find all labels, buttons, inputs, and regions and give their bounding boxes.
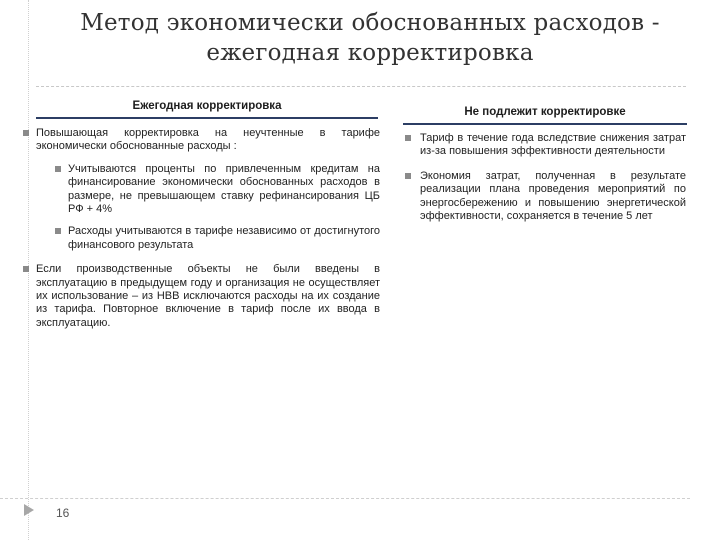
slide-marker-icon bbox=[24, 504, 34, 516]
slide-number: 16 bbox=[56, 506, 70, 520]
left-column-header: Ежегодная корректировка bbox=[36, 100, 378, 119]
slide-title-line-2: ежегодная корректировка bbox=[206, 40, 534, 66]
title-divider bbox=[36, 86, 686, 87]
list-item bbox=[404, 132, 686, 159]
list-item-text: Если производственные объекты не были введены в эксплуатацию в предыдущем году и организация не осуществляет их использование – из НВВ исключаются расходы на их создание из тарифа. Повторное включение в тариф после их ввода в эксплуатацию. bbox=[36, 263, 380, 329]
list-item bbox=[54, 163, 380, 217]
right-column-header: Не подлежит корректировке bbox=[403, 106, 687, 125]
list-item bbox=[404, 170, 686, 224]
list-item bbox=[22, 263, 380, 330]
right-column-body bbox=[404, 132, 686, 223]
square-bullet-icon bbox=[23, 266, 29, 272]
list-item-text: Экономия затрат, полученная в результате реализации плана проведения мероприятий по энергосбережению и повышению энергетической эффективности, сохраняется в течение 5 лет bbox=[420, 169, 686, 223]
square-bullet-icon bbox=[55, 166, 61, 172]
square-bullet-icon bbox=[23, 130, 29, 136]
footer-divider bbox=[0, 498, 690, 499]
left-column-body bbox=[22, 127, 380, 330]
square-bullet-icon bbox=[405, 135, 411, 141]
list-item bbox=[54, 225, 380, 252]
slide-title bbox=[40, 8, 700, 68]
list-item-text: Повышающая корректировка на неучтенные в тарифе экономически обоснованные расходы : bbox=[36, 127, 380, 153]
list-item bbox=[22, 127, 380, 154]
square-bullet-icon bbox=[405, 173, 411, 179]
square-bullet-icon bbox=[55, 228, 61, 234]
list-item-text: Тариф в течение года вследствие снижения затрат из-за повышения эффективности деятельности bbox=[420, 132, 686, 158]
list-item-text: Расходы учитываются в тарифе независимо от достигнутого финансового результата bbox=[68, 225, 380, 251]
slide-title-line-1: Метод экономически обоснованных расходов - bbox=[80, 10, 660, 36]
list-item-text: Учитываются проценты по привлеченным кредитам на финансирование экономически обоснованных расходов в размере, не превышающем ставку рефинансирования ЦБ РФ + 4% bbox=[68, 162, 380, 216]
